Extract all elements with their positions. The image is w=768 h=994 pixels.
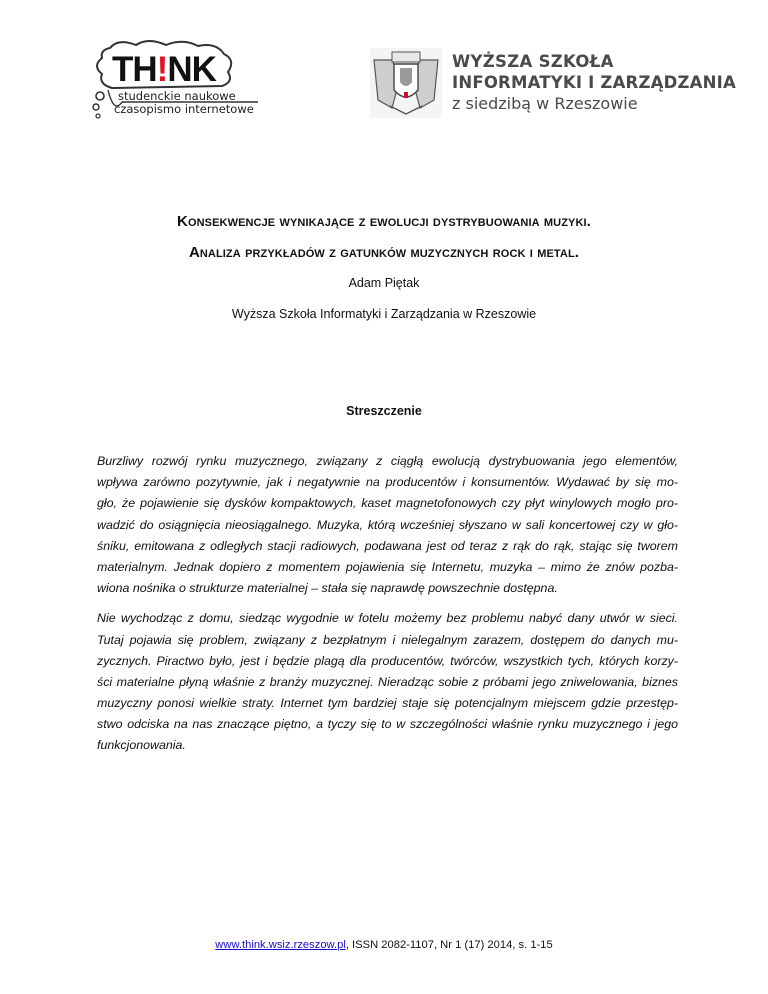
abstract-line: wpływa zarówno pozytywnie, jak i negatywnie na producentów i konsumentów. Wydawać by się mo-	[97, 475, 678, 490]
wsiz-name-line1: WYŻSZA SZKOŁA	[452, 52, 614, 71]
think-wordmark: TH!NK	[112, 50, 216, 89]
abstract-body	[97, 451, 678, 757]
abstract-line: stwo odciska na nas znaczące piętno, a tyczy się to w szczególności właśnie rynku muzycznego i jego	[97, 717, 678, 732]
abstract-line: funkcjonowania.	[97, 738, 186, 753]
abstract-line: ści materialne płyną właśnie z branży muzycznej. Nieradząc sobie z próbami jego zniwelowania, biznes	[97, 674, 678, 689]
wsiz-name-line3: z siedzibą w Rzeszowie	[452, 94, 638, 113]
think-subtitle-line1: studenckie naukowe	[118, 89, 236, 103]
abstract-line: Nie wychodząc z domu, siedząc wygodnie w fotelu możemy bez problemu nabyć dany utwór w sieci.	[97, 611, 678, 626]
article-title-line2: Analiza przykładów z gatunków muzycznych rock i metal.	[188, 244, 580, 261]
author-affiliation: Wyższa Szkoła Informatyki i Zarządzania w Rzeszowie	[231, 307, 537, 321]
abstract-line: Tutaj pojawia się problem, związany z bezpłatnym i nielegalnym zarazem, dostępem do danych mu-	[97, 632, 678, 647]
think-subtitle-line2: czasopismo internetowe	[114, 102, 254, 116]
article-title-line1: Konsekwencje wynikające z ewolucji dystrybuowania muzyki.	[177, 213, 591, 230]
abstract-line: gło, że pojawienie się dysków kompaktowych, kaset magnetofonowych czy płyt winylowych mogło pro-	[97, 496, 678, 511]
abstract-line: wadzić do osiągnięcia nieosiągalnego. Muzyka, którą wcześniej słyszano w sali koncertowej czy w gło-	[97, 517, 678, 532]
abstract-line: muzyczny ponosi wielkie straty. Internet tym bardziej staje się potencjalnym miejscem gdzie przestęp-	[97, 696, 678, 711]
abstract-line: zycznych. Piractwo było, jest i będzie plagą dla producentów, twórców, wszystkich tych, których korzy-	[97, 653, 678, 668]
author-name: Adam Piętak	[348, 276, 420, 290]
footer-citation: , ISSN 2082-1107, Nr 1 (17) 2014, s. 1-15	[345, 939, 553, 951]
wsiz-logo	[370, 48, 736, 118]
journal-website-link[interactable]: www.think.wsiz.rzeszow.pl	[215, 939, 346, 951]
abstract-line: śniku, emitowana z odległych stacji radiowych, podawana jest od teraz z rąk do rąk, stając się tworem	[97, 538, 678, 553]
page-footer	[0, 939, 768, 951]
wsiz-name-line2: INFORMATYKI I ZARZĄDZANIA	[452, 73, 736, 92]
abstract-line: materialnym. Jednak dopiero z momentem pojawienia się Internetu, muzyka – mimo że znów pozba-	[97, 559, 678, 574]
abstract-line: Burzliwy rozwój rynku muzycznego, związany z ciągłą ewolucją dystrybuowania jego elementów,	[97, 454, 678, 468]
university-emblem-icon	[370, 48, 442, 118]
abstract-heading: Streszczenie	[346, 404, 422, 418]
abstract-line: wiona nośnika o strukturze materialnej – stała się naprawdę powszechnie dostępna.	[97, 581, 558, 596]
think-logo	[88, 40, 268, 120]
abstract-paragraph-1	[97, 451, 678, 599]
abstract-paragraph-2	[97, 608, 678, 756]
